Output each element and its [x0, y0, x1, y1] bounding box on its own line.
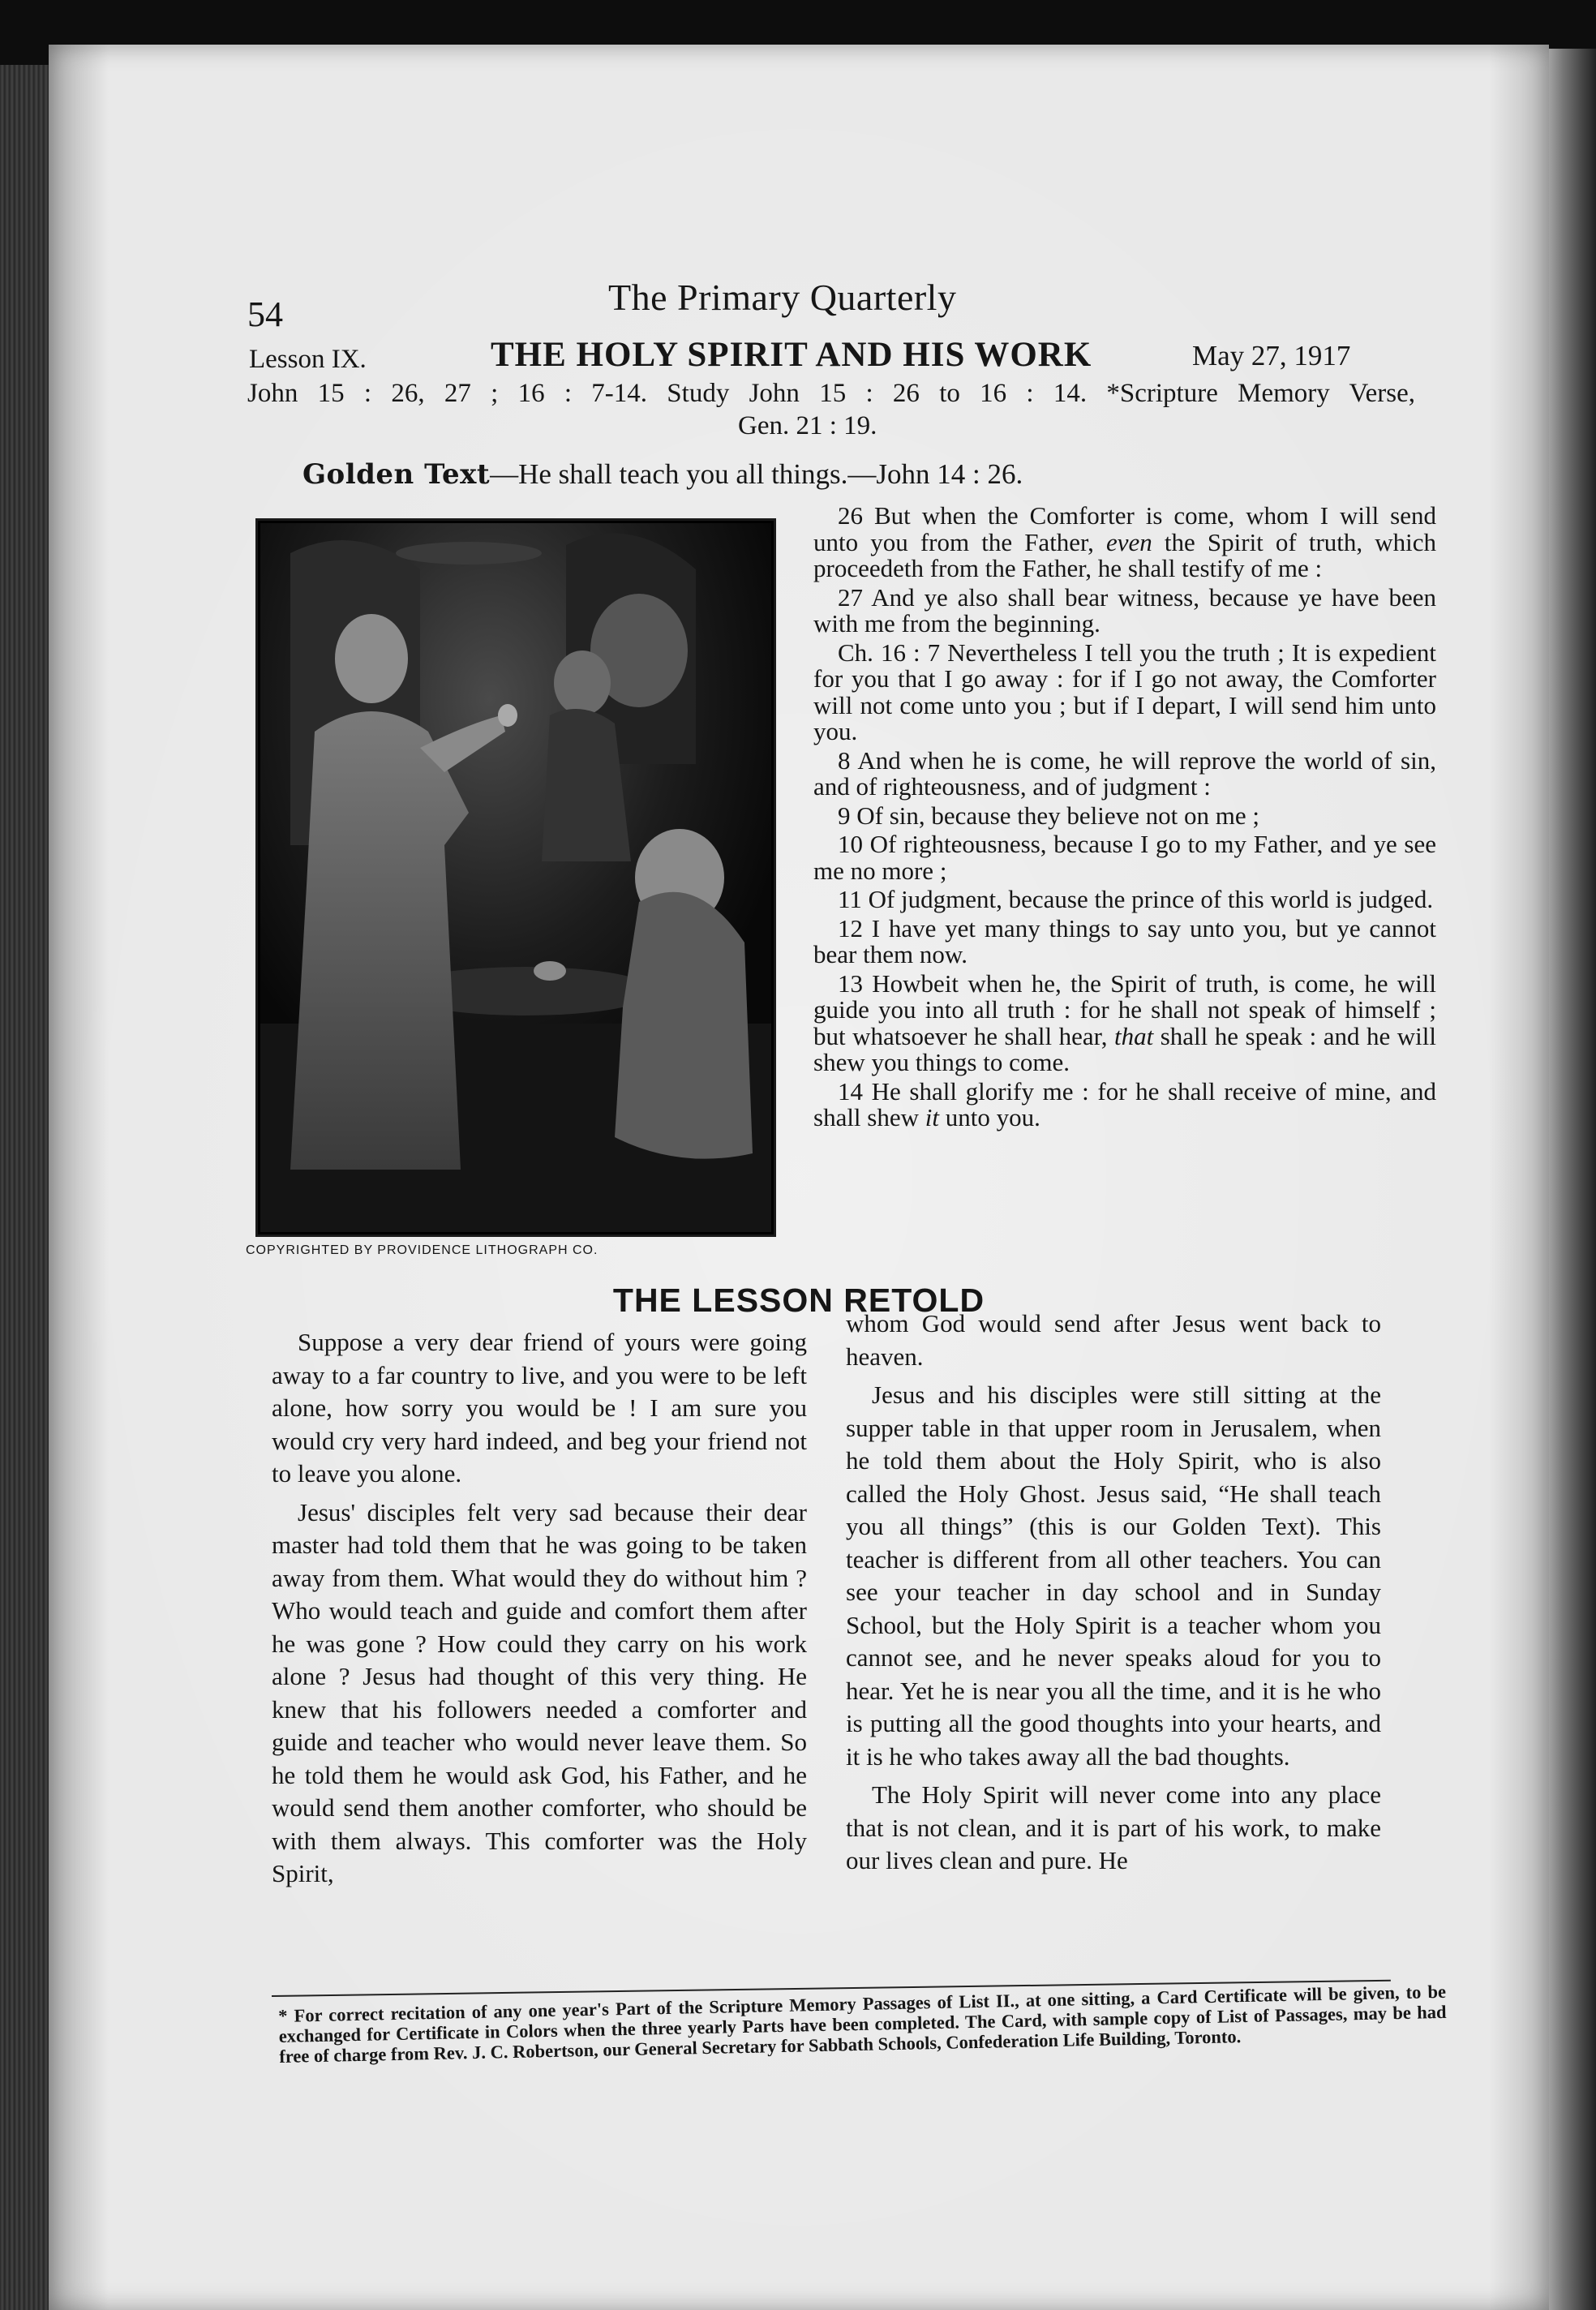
- retold-column-right: [846, 1307, 1381, 1883]
- retold-paragraph: Jesus and his disciples were still sitting at the supper table in that upper room in Jerusalem, when he told them about the Holy Spirit, who is also called the Holy Ghost. Jesus said, “He shall teach you all things” (this is our Golden Text). This teacher is different from all other teachers. You can see your teacher in day school and in Sunday School, but the Holy Spirit is a teacher whom you cannot see, and he never speaks aloud for you to hear. Yet he is near you all the time, and it is he who is putting all the good thoughts into your hearts, and it is he who takes away all the bad thoughts.: [846, 1380, 1381, 1771]
- scripture-passage: [813, 503, 1436, 1134]
- lesson-retold-heading: THE LESSON RETOLD: [612, 1282, 985, 1319]
- scripture-verse: 14 He shall glorify me : for he shall receive of mine, and shall shew it unto you.: [813, 1076, 1436, 1131]
- retold-paragraph: The Holy Spirit will never come into any place that is not clean, and it is part of his work, to make our lives clean and pure. He: [846, 1780, 1381, 1874]
- retold-paragraph: Suppose a very dear friend of yours were going away to a far country to live, and you were to be left alone, how sorry you would be ! I am sure you would cry very hard indeed, and beg your friend not to leave you alone.: [272, 1328, 807, 1488]
- illustration: [255, 518, 774, 1240]
- lesson-number: Lesson IX.: [249, 345, 367, 374]
- golden-text-body: —He shall teach you all things.—John 14 : 26.: [490, 458, 1023, 490]
- scripture-verse: 12 I have yet many things to say unto you, but ye cannot bear them now.: [813, 913, 1436, 968]
- lesson-title: THE HOLY SPIRIT AND HIS WORK: [491, 336, 1092, 374]
- lesson-passage-continued: Gen. 21 : 19.: [738, 411, 877, 440]
- scripture-verse: 26 But when the Comforter is come, whom I will send unto you from the Father, even the Spirit of truth, which proceedeth from the Father, he shall testify of me :: [813, 501, 1437, 582]
- running-head: The Primary Quarterly: [608, 277, 957, 318]
- lesson-date: May 27, 1917: [1192, 340, 1351, 371]
- scripture-verse: 11 Of judgment, because the prince of this world is judged.: [838, 885, 1434, 913]
- scripture-verse: 27 And ye also shall bear witness, because ye have been with me from the beginning.: [813, 582, 1436, 638]
- lesson-passage: John 15 : 26, 27 ; 16 : 7-14. Study John 15 : 26 to 16 : 14. *Scripture Memory Verse,: [247, 379, 1415, 408]
- jesus-with-disciples-picture: [258, 521, 774, 1234]
- footnote: * For correct recitation of any one year's Part of the Scripture Memory Passages of List II., at one sitting, a Card Certificate will be given, to be exchanged for Certificate in Colors when the three yearly Parts have been completed. The Card, with sample copy of List of Passages, may be had free of charge from Rev. J. C. Robertson, our General Secretary for Sabbath Schools, Confederation Life Building, Toronto.: [278, 1981, 1447, 2067]
- retold-column-left: [272, 1326, 807, 1896]
- scripture-verse: 9 Of sin, because they believe not on me ;: [838, 801, 1259, 830]
- golden-text-label: Golden Text: [302, 458, 491, 491]
- scripture-verse: 10 Of righteousness, because I go to my Father, and ye see me no more ;: [813, 830, 1436, 885]
- retold-paragraph: whom God would send after Jesus went back to heaven.: [846, 1309, 1381, 1371]
- retold-paragraph: Jesus' disciples felt very sad because their dear master had told them that he was going to be taken away from them. What would they do without him ? Who would teach and guide and comfort them after he was gone ? How could they carry on his work alone ? Jesus had thought of this very thing. He knew that his followers needed a comforter and guide and teacher who would never leave them. So he told them he would ask God, his Father, and he would send them another comforter, who should be with them always. This comforter was the Holy Spirit,: [272, 1497, 807, 1887]
- golden-text: [302, 458, 1023, 491]
- scripture-verse: Ch. 16 : 7 Nevertheless I tell you the truth ; It is expedient for you that I go away : for if I go not away, the Comforter will not come unto you ; but if I depart, I will send him unto you.: [813, 638, 1436, 745]
- illustration-image: [255, 518, 776, 1237]
- book-page-edge-right: [1541, 49, 1596, 2310]
- page: [49, 45, 1549, 2310]
- scripture-verse: 13 Howbeit when he, the Spirit of truth, is come, he will guide you into all truth : for he shall not speak of himself ; but whatsoever he shall hear, that shall he speak : and he will shew you things to come.: [813, 968, 1437, 1076]
- page-number: 54: [247, 294, 283, 334]
- scripture-verse: 8 And when he is come, he will reprove the world of sin, and of righteousness, and of judgment :: [813, 745, 1436, 801]
- illustration-caption: COPYRIGHTED BY PROVIDENCE LITHOGRAPH CO.: [246, 1243, 598, 1257]
